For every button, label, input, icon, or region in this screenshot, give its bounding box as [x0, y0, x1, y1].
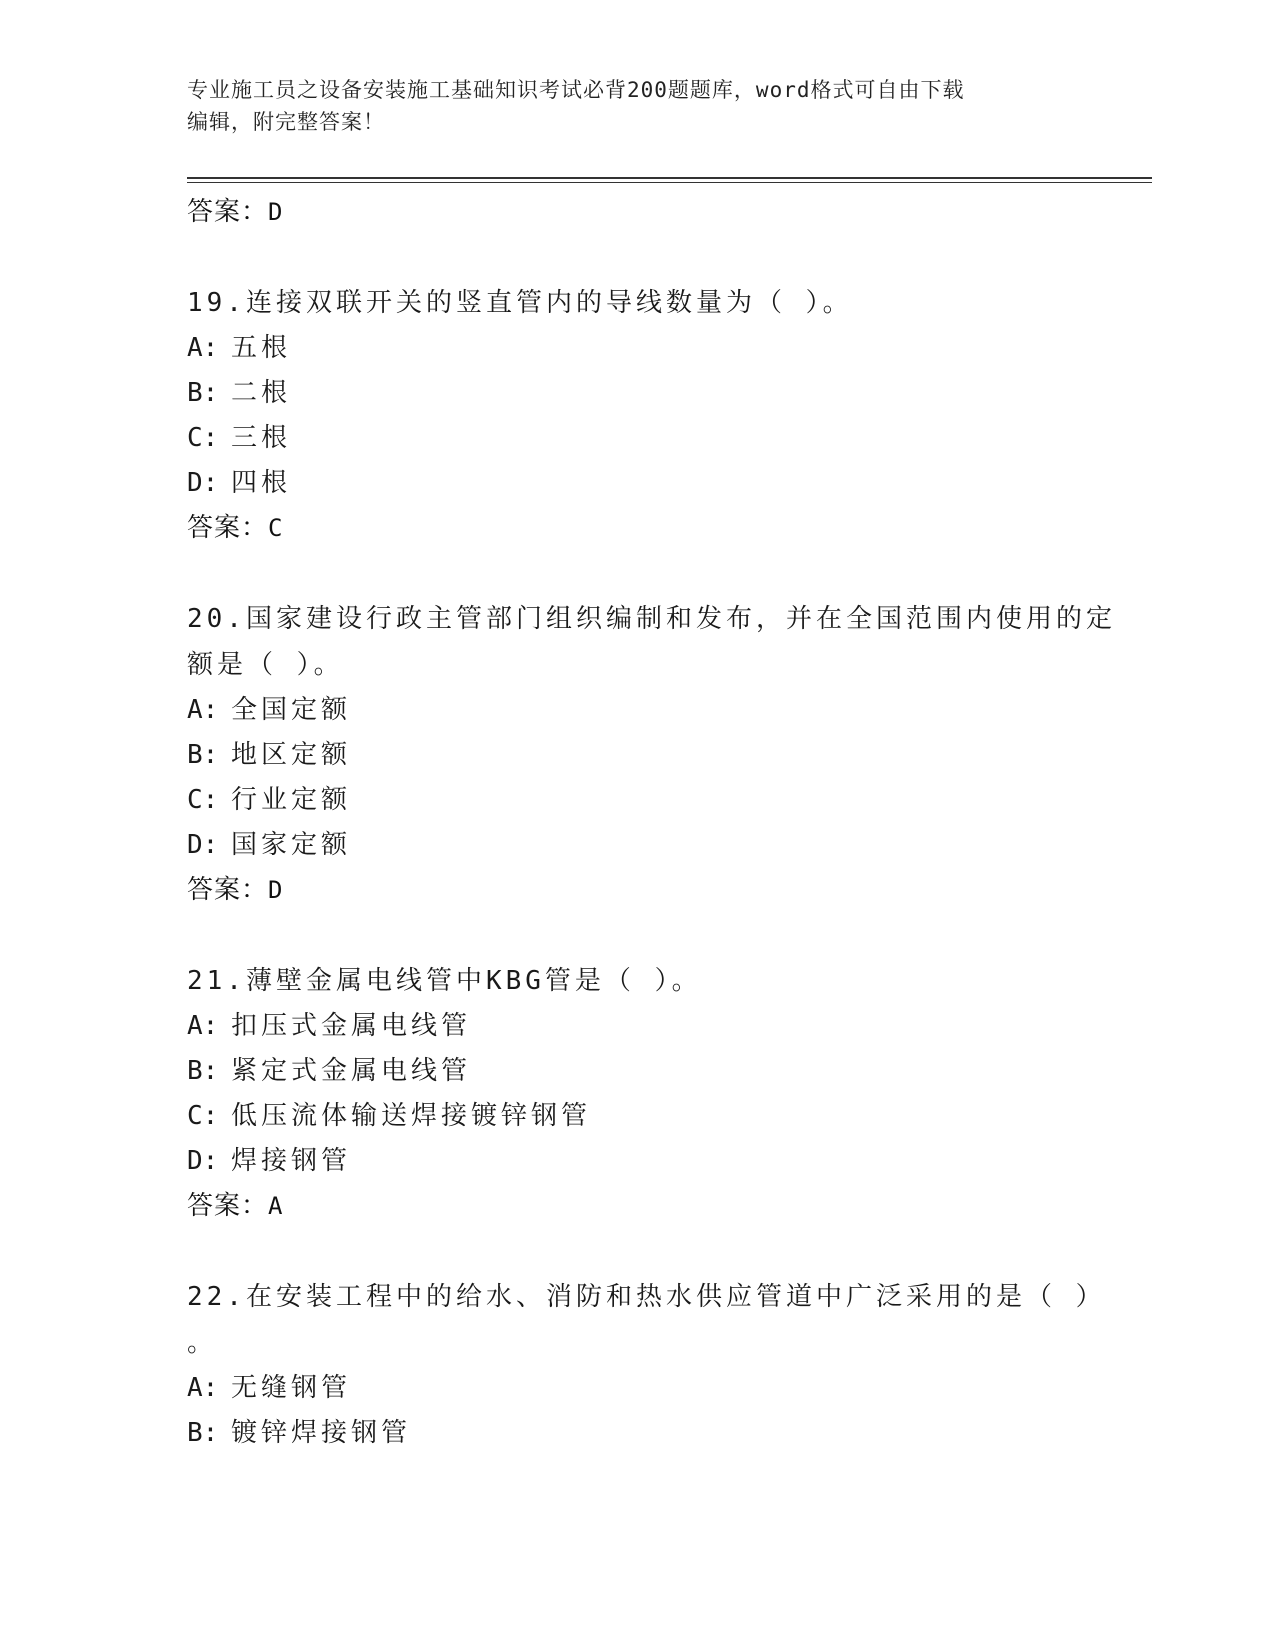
question-22	[187, 1274, 1147, 1456]
option-d	[187, 461, 1147, 506]
option-letter: B:	[187, 1056, 219, 1086]
option-text: 镀锌焊接钢管	[231, 1418, 412, 1448]
option-text: 扣压式金属电线管	[231, 1011, 472, 1041]
question-19	[187, 280, 1147, 550]
answer-value: D	[268, 876, 284, 904]
option-b	[187, 733, 1147, 778]
option-letter: C:	[187, 785, 219, 815]
option-letter: C:	[187, 1101, 219, 1131]
option-text: 四根	[231, 468, 292, 498]
option-c	[187, 1094, 1147, 1139]
answer-line	[187, 1184, 1147, 1228]
option-c	[187, 416, 1147, 461]
question-stem-continued: 。	[187, 1328, 218, 1358]
option-letter: A:	[187, 695, 219, 725]
question-list	[187, 190, 1147, 1456]
option-text: 焊接钢管	[231, 1146, 352, 1176]
answer-value: D	[268, 198, 284, 226]
option-text: 无缝钢管	[231, 1373, 352, 1403]
option-text: 三根	[231, 423, 292, 453]
option-letter: B:	[187, 378, 219, 408]
option-a	[187, 1366, 1147, 1411]
header-line-1: 专业施工员之设备安装施工基础知识考试必背200题题库，word格式可自由下载	[187, 78, 965, 102]
option-b	[187, 1411, 1147, 1456]
header-divider-thin	[187, 182, 1152, 183]
option-b	[187, 1049, 1147, 1094]
question-stem: 22.在安装工程中的给水、消防和热水供应管道中广泛采用的是（ ）	[187, 1282, 1106, 1312]
option-letter: A:	[187, 333, 219, 363]
option-d	[187, 823, 1147, 868]
option-text: 低压流体输送焊接镀锌钢管	[231, 1101, 592, 1131]
question-stem: 19.连接双联开关的竖直管内的导线数量为（ ）。	[187, 288, 853, 318]
answer-label: 答案：	[187, 875, 269, 905]
question-stem-continued: 额是（ ）。	[187, 650, 344, 680]
answer-label: 答案：	[187, 513, 269, 543]
answer-line	[187, 190, 1147, 234]
header-divider-thick	[187, 177, 1152, 179]
document-header	[187, 74, 1067, 138]
header-line-2: 编辑，附完整答案！	[187, 110, 385, 134]
question-21	[187, 958, 1147, 1228]
answer-label: 答案：	[187, 197, 269, 227]
option-letter: D:	[187, 1146, 219, 1176]
option-a	[187, 688, 1147, 733]
option-letter: C:	[187, 423, 219, 453]
option-letter: A:	[187, 1011, 219, 1041]
question-20	[187, 596, 1147, 912]
answer-line	[187, 506, 1147, 550]
option-letter: B:	[187, 740, 219, 770]
option-d	[187, 1139, 1147, 1184]
question-stem: 21.薄壁金属电线管中KBG管是（ ）。	[187, 966, 702, 996]
answer-value: A	[268, 1192, 284, 1220]
answer-value: C	[268, 514, 284, 542]
option-a	[187, 1004, 1147, 1049]
answer-label: 答案：	[187, 1191, 269, 1221]
option-letter: B:	[187, 1418, 219, 1448]
option-letter: D:	[187, 830, 219, 860]
option-text: 地区定额	[231, 740, 352, 770]
option-letter: D:	[187, 468, 219, 498]
option-letter: A:	[187, 1373, 219, 1403]
option-text: 行业定额	[231, 785, 352, 815]
option-text: 五根	[231, 333, 292, 363]
option-text: 国家定额	[231, 830, 352, 860]
option-b	[187, 371, 1147, 416]
question-stem: 20.国家建设行政主管部门组织编制和发布，并在全国范围内使用的定	[187, 604, 1116, 634]
option-c	[187, 778, 1147, 823]
option-a	[187, 326, 1147, 371]
option-text: 紧定式金属电线管	[231, 1056, 472, 1086]
answer-line	[187, 868, 1147, 912]
option-text: 全国定额	[231, 695, 352, 725]
option-text: 二根	[231, 378, 292, 408]
